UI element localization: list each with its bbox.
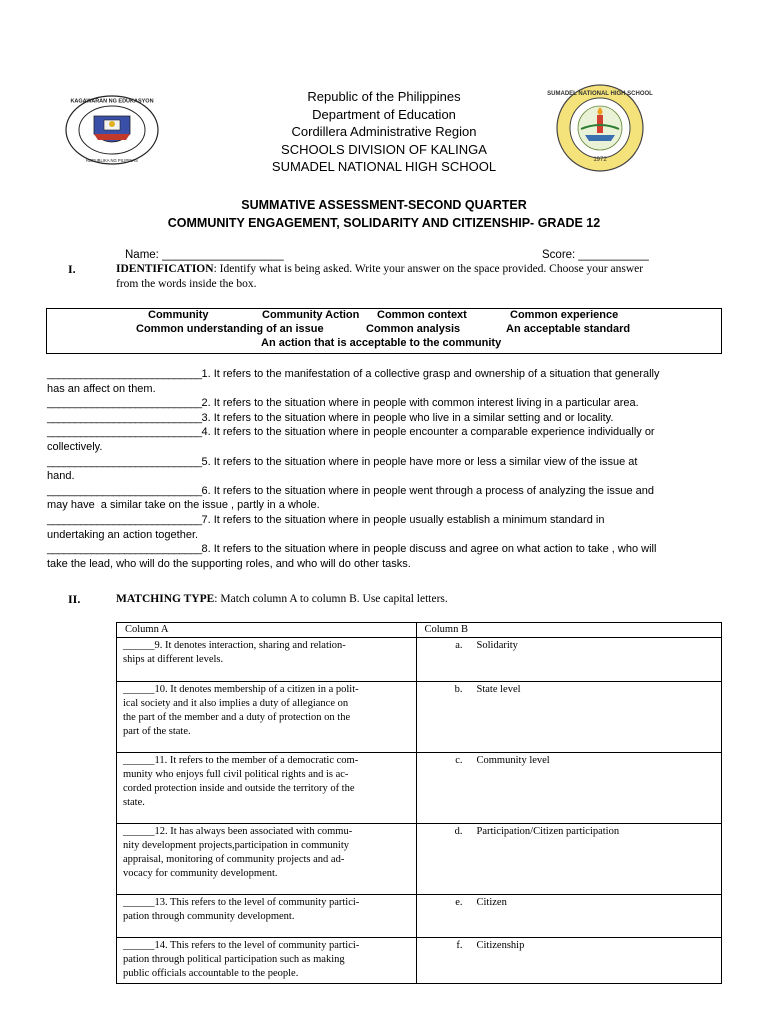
answer-blank[interactable]: ____________________________ [47,513,202,526]
cell-line: the part of the member and a duty of protection on the [123,712,351,723]
item-text: 1. It refers to the manifestation of a collective grasp and ownership of a situation that generally [201,368,660,380]
column-b-cell [416,824,721,895]
column-b-header: Column B [416,623,721,638]
cell-line: munity who enjoys full civil political rights and is ac- [123,769,349,780]
document-titles [0,196,768,232]
section-2-instructions-text: : Match column A to column B. Use capital letters. [214,593,448,605]
option-text: State level [476,684,521,695]
identification-item [47,542,727,571]
item-text: 6. It refers to the situation where in people went through a process of analyzing the issue and [201,484,654,497]
cell-line: appraisal, monitoring of community projects and ad- [123,854,345,865]
option-letter: e. [455,897,463,908]
option-letter: c. [455,755,463,766]
cell-line: corded protection inside and outside the territory of the [123,783,355,794]
section-1-instructions-line-2: from the words inside the box. [116,278,257,290]
identification-items [47,367,727,571]
svg-text:REPUBLIKA NG PILIPINAS: REPUBLIKA NG PILIPINAS [86,158,138,163]
item-text-continued: has an affect on them. [47,382,156,395]
option-text: Participation/Citizen participation [476,826,620,837]
word-choice: Common analysis [366,323,461,335]
option-text: Community level [476,755,550,766]
option-letter: f. [456,940,463,951]
item-text: 2. It refers to the situation where in people with common interest living in a particular area. [201,397,639,410]
section-2-number: II. [68,592,81,606]
option-text: Citizen [476,897,507,908]
word-choice: An acceptable standard [506,323,631,335]
section-2-instructions [116,592,448,607]
assessment-title: SUMMATIVE ASSESSMENT-SECOND QUARTER [241,198,527,212]
matching-row [117,824,722,895]
item-text-continued: take the lead, who will do the supporting roles, and who will do other tasks. [47,557,411,570]
name-field[interactable]: Name: ___________________ [125,249,284,261]
column-b-cell [416,638,721,682]
svg-text:SUMADEL NATIONAL HIGH SCHOOL: SUMADEL NATIONAL HIGH SCHOOL [547,91,653,97]
word-choice: Common understanding of an issue [136,323,324,335]
header-line-division: SCHOOLS DIVISION OF KALINGA [281,141,487,157]
answer-blank[interactable]: ____________________________ [47,411,202,424]
score-field[interactable]: Score: ___________ [542,249,649,261]
word-choice: Common context [377,309,467,321]
column-a-cell [117,824,417,895]
answer-blank[interactable]: ____________________________ [47,426,202,439]
cell-line: public officials accountable to the people. [123,968,299,979]
column-a-cell [117,938,417,984]
subject-title: COMMUNITY ENGAGEMENT, SOLIDARITY AND CITIZENSHIP- GRADE 12 [167,216,601,230]
answer-blank[interactable]: ____________________________ [47,368,202,380]
column-b-cell [416,938,721,984]
cell-line: pation through political participation such as making [123,954,345,965]
section-1-instructions [116,262,736,292]
cell-line: ______13. This refers to the level of community partici- [123,897,360,908]
column-a-cell [117,638,417,682]
identification-item [47,367,727,396]
column-b-cell [416,895,721,938]
identification-item [47,513,727,542]
identification-item [47,396,727,411]
matching-row [117,753,722,824]
identification-item [47,484,727,513]
option-text: Solidarity [476,640,518,651]
option-text: Citizenship [476,940,525,951]
item-text: 4. It refers to the situation where in people encounter a comparable experience individually or [201,426,655,439]
item-text: 7. It refers to the situation where in people usually establish a minimum standard in [201,513,605,526]
item-text: 5. It refers to the situation where in people have more or less a similar view of the issue at [201,455,638,468]
svg-text:1972: 1972 [593,157,607,163]
cell-line: ______11. It refers to the member of a democratic com- [123,755,359,766]
cell-line: vocacy for community development. [123,868,278,879]
option-letter: b. [454,684,463,695]
header-line-country: Republic of the Philippines [307,89,461,104]
cell-line: ships at different levels. [123,654,224,665]
cell-line: pation through community development. [123,911,295,922]
matching-table [116,622,722,984]
cell-line: ______14. This refers to the level of community partici- [123,940,360,951]
answer-blank[interactable]: ____________________________ [47,484,202,497]
matching-header-row [117,623,722,638]
word-choice-box [46,308,722,354]
answer-blank[interactable]: ____________________________ [47,455,202,468]
cell-line: ical society and it also implies a duty of allegiance on [123,698,349,709]
answer-blank[interactable]: ____________________________ [47,543,202,556]
cell-line: ______9. It denotes interaction, sharing and relation- [123,640,346,651]
item-text-continued: collectively. [47,440,103,453]
header-line-department: Department of Education [312,106,456,122]
svg-text:KAGAWARAN NG EDUKASYON: KAGAWARAN NG EDUKASYON [70,98,154,105]
matching-row [117,895,722,938]
word-choice: Community Action [262,309,360,321]
matching-row [117,682,722,753]
answer-blank[interactable]: ____________________________ [47,397,202,410]
option-letter: d. [454,826,463,837]
document-header [0,88,768,176]
identification-item [47,425,727,454]
word-choice: Common experience [510,309,619,321]
cell-line: part of the state. [123,726,191,737]
section-1-number: I. [68,262,76,276]
item-text-continued: undertaking an action together. [47,528,199,541]
column-b-cell [416,682,721,753]
section-1-title: IDENTIFICATION [116,263,214,275]
header-line-region: Cordillera Administrative Region [291,124,477,139]
section-1-instructions-line-1: : Identify what is being asked. Write your answer on the space provided. Choose your answer [213,263,644,275]
word-choice: An action that is acceptable to the community [261,337,502,349]
section-2-title: MATCHING TYPE [116,593,215,605]
matching-row [117,638,722,682]
item-text-continued: hand. [47,470,75,483]
column-a-cell [117,753,417,824]
item-text: 8. It refers to the situation where in people discuss and agree on what action to take , who will [201,543,657,556]
cell-line: nity development projects,participation in community [123,840,349,851]
column-a-cell [117,895,417,938]
column-a-header: Column A [117,623,417,638]
column-a-cell [117,682,417,753]
column-b-cell [416,753,721,824]
identification-item [47,411,727,426]
cell-line: ______10. It denotes membership of a citizen in a polit- [123,684,359,695]
item-text-continued: may have a similar take on the issue , partly in a whole. [47,499,320,512]
matching-row [117,938,722,984]
option-letter: a. [455,640,463,651]
word-choice: Community [148,309,209,321]
header-line-school: SUMADEL NATIONAL HIGH SCHOOL [271,159,497,174]
cell-line: ______12. It has always been associated with commu- [123,826,353,837]
identification-item [47,455,727,484]
cell-line: state. [123,797,145,808]
item-text: 3. It refers to the situation where in people who live in a similar setting and or locality. [201,411,614,424]
